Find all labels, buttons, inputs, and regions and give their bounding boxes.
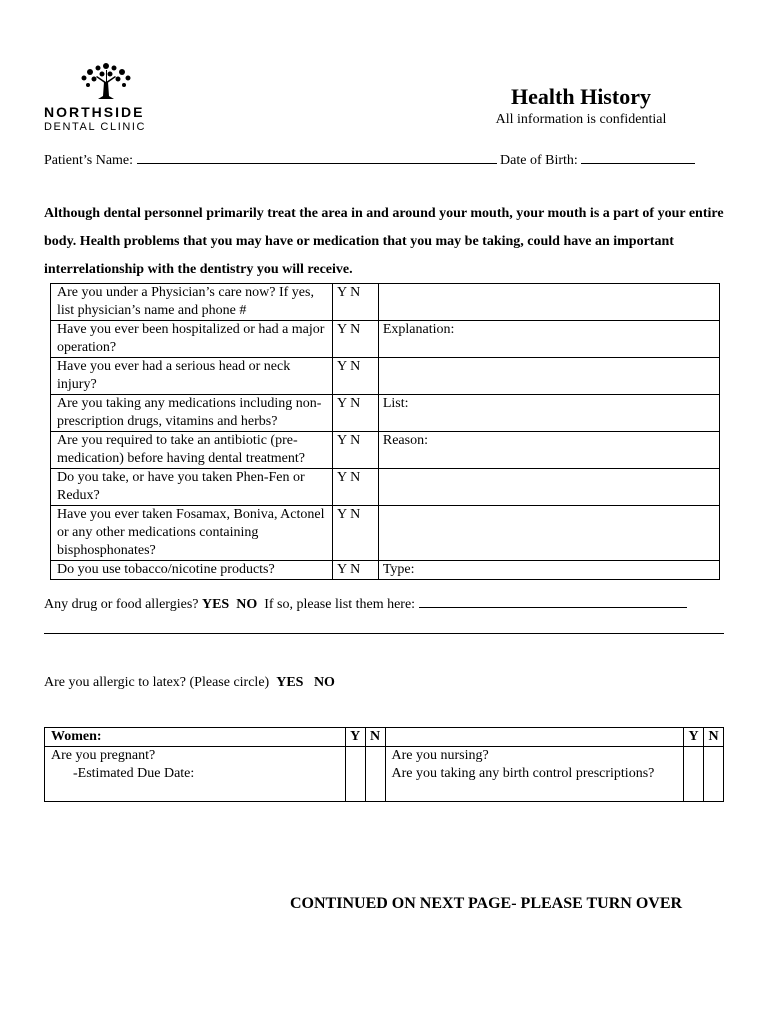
table-row xyxy=(51,469,720,506)
nursing-question: Are you nursing? xyxy=(391,748,489,763)
latex-yes[interactable]: YES xyxy=(276,675,304,690)
yes-no-choice[interactable]: Y N xyxy=(333,358,379,395)
latex-row xyxy=(44,675,335,691)
page-title: Health History xyxy=(511,84,651,109)
pregnant-question: Are you pregnant? xyxy=(51,748,156,763)
column-y: Y xyxy=(684,728,704,747)
right-yes-box[interactable] xyxy=(684,747,704,802)
question-text: Have you ever been hospitalized or had a major operation? xyxy=(51,321,333,358)
table-row xyxy=(51,321,720,358)
table-row xyxy=(51,358,720,395)
table-row xyxy=(51,284,720,321)
yes-no-choice[interactable]: Y N xyxy=(333,432,379,469)
question-text: Do you take, or have you taken Phen-Fen or Redux? xyxy=(51,469,333,506)
allergies-yes[interactable]: YES xyxy=(201,597,230,612)
answer-field[interactable]: Reason: xyxy=(378,432,719,469)
pregnant-no-box[interactable] xyxy=(365,747,385,802)
patient-name-label: Patient’s Name: xyxy=(44,153,134,168)
yes-no-choice[interactable]: Y N xyxy=(333,284,379,321)
column-n: N xyxy=(704,728,724,747)
answer-field[interactable] xyxy=(378,358,719,395)
table-row xyxy=(45,747,724,802)
answer-field[interactable] xyxy=(378,506,719,561)
women-right-questions xyxy=(385,747,684,802)
yes-no-choice[interactable]: Y N xyxy=(333,321,379,358)
header-blank xyxy=(385,728,684,747)
question-text: Have you ever had a serious head or neck injury? xyxy=(51,358,333,395)
column-y: Y xyxy=(345,728,365,747)
latex-no[interactable]: NO xyxy=(313,675,335,690)
right-no-box[interactable] xyxy=(704,747,724,802)
clinic-subname: DENTAL CLINIC xyxy=(44,121,147,133)
latex-question: Are you allergic to latex? (Please circle) xyxy=(44,675,270,690)
pregnant-yes-box[interactable] xyxy=(345,747,365,802)
yes-no-choice[interactable]: Y N xyxy=(333,561,379,580)
women-left-questions xyxy=(45,747,346,802)
allergies-field-line[interactable] xyxy=(44,633,724,634)
yes-no-choice[interactable]: Y N xyxy=(333,395,379,432)
answer-field[interactable]: Type: xyxy=(378,561,719,580)
question-text: Are you required to take an antibiotic (pre-medication) before having dental treatment? xyxy=(51,432,333,469)
allergies-no[interactable]: NO xyxy=(236,597,258,612)
table-row xyxy=(51,561,720,580)
table-row xyxy=(51,506,720,561)
answer-field[interactable]: Explanation: xyxy=(378,321,719,358)
table-row xyxy=(45,728,724,747)
women-table xyxy=(44,727,724,802)
column-n: N xyxy=(365,728,385,747)
birth-control-question: Are you taking any birth control prescriptions? xyxy=(391,766,655,781)
table-row xyxy=(51,395,720,432)
question-text: Are you under a Physician’s care now? If yes, list physician’s name and phone # xyxy=(51,284,333,321)
allergies-row xyxy=(44,593,687,613)
clinic-name: NORTHSIDE xyxy=(44,104,145,120)
dob-label: Date of Birth: xyxy=(500,153,578,168)
due-date-label: -Estimated Due Date: xyxy=(73,766,195,781)
question-text: Are you taking any medications including non-prescription drugs, vitamins and herbs? xyxy=(51,395,333,432)
page-subtitle: All information is confidential xyxy=(495,112,667,127)
tree-logo-icon xyxy=(76,62,136,102)
women-header: Women: xyxy=(45,728,346,747)
allergies-question: Any drug or food allergies? xyxy=(44,597,199,612)
table-row xyxy=(51,432,720,469)
clinic-logo xyxy=(44,62,168,134)
intro-paragraph: Although dental personnel primarily treat the area in and around your mouth, your mouth is a part of your entire body. Health problems that you may have or medication that you may be taking, could have an important interrelationship with the dentistry you will receive. xyxy=(44,206,724,277)
answer-field[interactable]: List: xyxy=(378,395,719,432)
health-questions-table xyxy=(50,283,720,580)
patient-name-row xyxy=(44,149,695,169)
yes-no-choice[interactable]: Y N xyxy=(333,469,379,506)
answer-field[interactable] xyxy=(378,284,719,321)
question-text: Have you ever taken Fosamax, Boniva, Actonel or any other medications containing bisphosphonates? xyxy=(51,506,333,561)
allergies-instructions: If so, please list them here: xyxy=(264,597,416,612)
dob-field[interactable] xyxy=(581,149,695,164)
question-text: Do you use tobacco/nicotine products? xyxy=(51,561,333,580)
answer-field[interactable] xyxy=(378,469,719,506)
yes-no-choice[interactable]: Y N xyxy=(333,506,379,561)
allergies-field[interactable] xyxy=(419,593,687,608)
continued-notice: CONTINUED ON NEXT PAGE- PLEASE TURN OVER xyxy=(290,895,683,912)
patient-name-field[interactable] xyxy=(137,149,497,164)
